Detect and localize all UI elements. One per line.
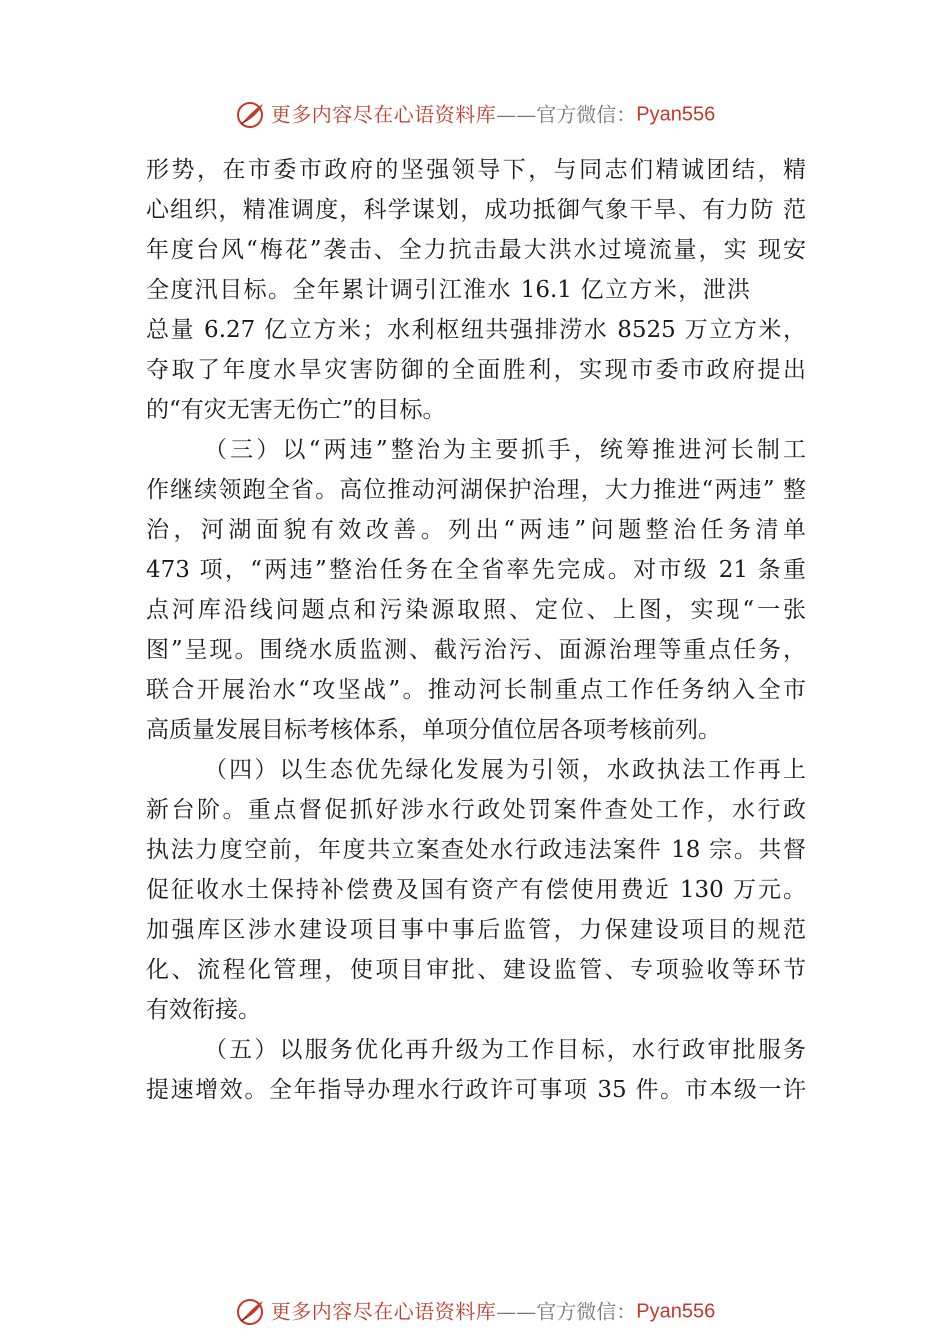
quill-logo-icon <box>235 1297 267 1327</box>
watermark-separator: —— <box>496 102 537 127</box>
watermark-separator: —— <box>496 1299 537 1324</box>
watermark-title: 更多内容尽在心语资料库 <box>270 102 497 127</box>
text-line: 的“有灾无害无伤亡”的目标。 <box>146 397 446 423</box>
text-line: 提速增效。全年指导办理水行政许可事项 35 件。市本级一许 <box>146 1077 806 1103</box>
text-line: 化、流程化管理，使项目审批、建设监管、专项验收等环节 <box>146 957 806 983</box>
watermark-title: 更多内容尽在心语资料库 <box>270 1299 497 1324</box>
text-line: 473 项，“两违”整治任务在全省率先完成。对市级 21 条重 <box>146 557 806 583</box>
footer-watermark <box>0 1295 950 1327</box>
text-line: 形势，在市委市政府的坚强领导下，与同志们精诚团结，精 <box>146 157 806 183</box>
paragraph-heading-4: （四）以生态优先绿化发展为引领，水政执法工作再上 <box>204 757 806 783</box>
text-line: 全度汛目标。全年累计调引江淮水 16.1 亿立方米，泄洪 <box>146 277 750 303</box>
text-line: 夺取了年度水旱灾害防御的全面胜利，实现市委市政府提出 <box>146 357 806 383</box>
text-line: 高质量发展目标考核体系，单项分值位居各项考核前列。 <box>146 717 721 743</box>
text-line: 联合开展治水“攻坚战”。推动河长制重点工作任务纳入全市 <box>146 677 806 703</box>
text-line: 加强库区涉水建设项目事中事后监管，力保建设项目的规范 <box>146 917 806 943</box>
document-body <box>146 150 806 1110</box>
text-line: 执法力度空前，年度共立案查处水行政违法案件 18 宗。共督 <box>146 837 806 863</box>
text-line: 心组织，精准调度，科学谋划，成功抵御气象干旱、有力防 范 <box>146 197 806 223</box>
text-line: 新台阶。重点督促抓好涉水行政处罚案件查处工作，水行政 <box>146 797 806 823</box>
watermark-wechat-id: Pyan556 <box>636 103 716 126</box>
paragraph-heading-3: （三）以“两违”整治为主要抓手，统筹推进河长制工 <box>204 437 806 463</box>
text-line: 治，河湖面貌有效改善。列出“两违”问题整治任务清单 <box>146 517 806 543</box>
text-line: 点河库沿线问题点和污染源取照、定位、上图，实现“一张 <box>146 597 806 623</box>
text-line: 有效衔接。 <box>146 997 261 1023</box>
quill-logo-icon <box>235 100 267 130</box>
header-watermark <box>0 98 950 130</box>
watermark-wechat-label: 官方微信： <box>536 1299 637 1324</box>
watermark-wechat-label: 官方微信： <box>536 102 637 127</box>
text-line: 作继续领跑全省。高位推动河湖保护治理，大力推进“两违” 整 <box>146 477 806 503</box>
text-line: 年度台风“梅花”袭击、全力抗击最大洪水过境流量，实 现安 <box>146 237 806 263</box>
text-line: 图”呈现。围绕水质监测、截污治污、面源治理等重点任务， <box>146 637 806 663</box>
text-line: 总量 6.27 亿立方米；水利枢纽共强排涝水 8525 万立方米， <box>146 317 806 343</box>
text-line: 促征收水土保持补偿费及国有资产有偿使用费近 130 万元。 <box>146 877 806 903</box>
paragraph-heading-5: （五）以服务优化再升级为工作目标，水行政审批服务 <box>204 1037 806 1063</box>
watermark-wechat-id: Pyan556 <box>636 1300 716 1323</box>
